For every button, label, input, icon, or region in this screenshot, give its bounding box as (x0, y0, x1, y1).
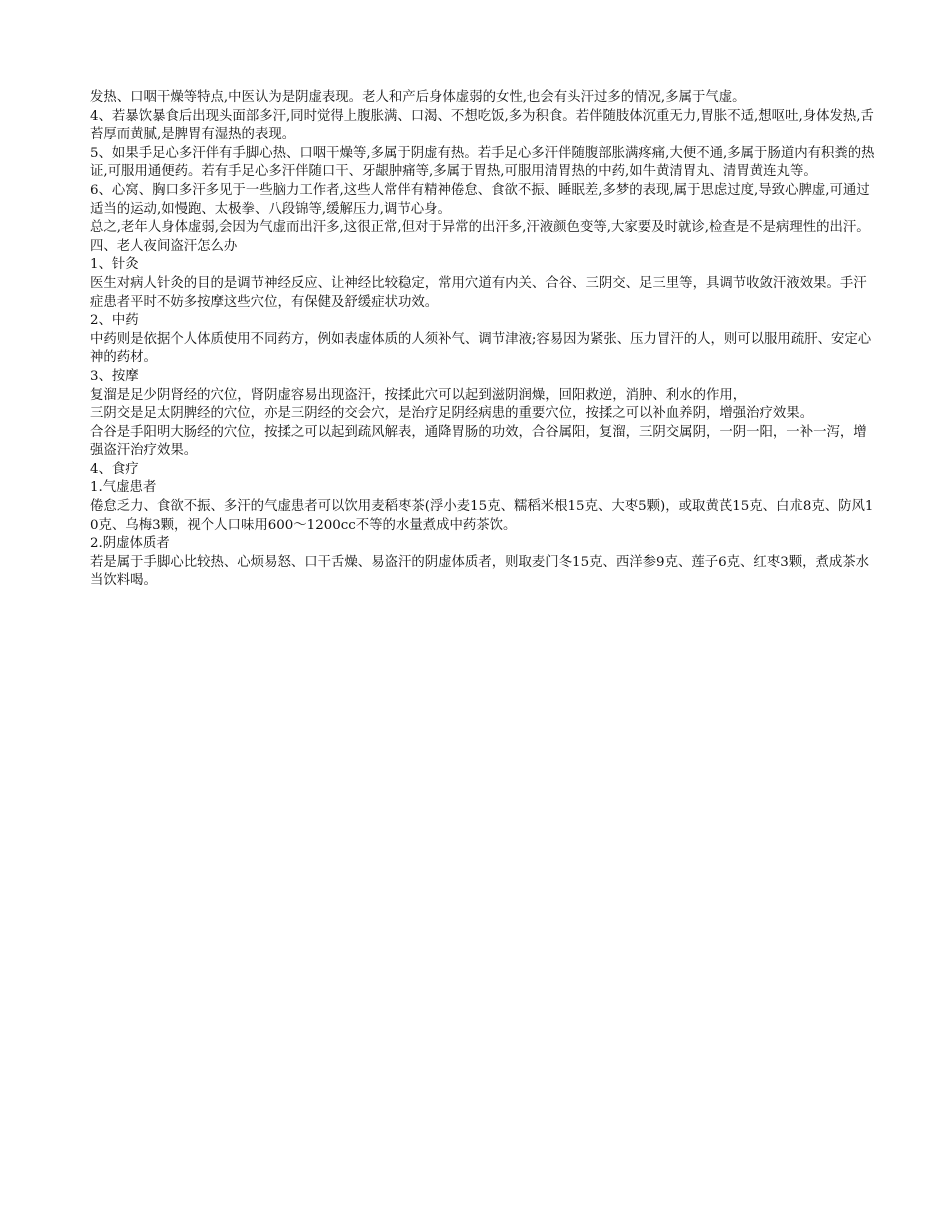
paragraph-qi-deficiency-tea: 倦怠乏力、食欲不振、多汗的气虚患者可以饮用麦稻枣茶(浮小麦15克、糯稻米根15克、大枣5颗)，或取黄芪15克、白朮8克、防风10克、乌梅3颗，视个人口味用600～1200cc不等的水量煮成中药茶饮。 (90, 499, 874, 533)
document-body (90, 89, 880, 591)
subheading-qi-deficiency-patients: 1.气虚患者 (90, 480, 157, 496)
paragraph-item-6-chest-sweat: 6、心窝、胸口多汗多见于一些脑力工作者,这些人常伴有精神倦怠、食欲不振、睡眠差,多梦的表现,属于思虑过度,导致心脾虚,可通过适当的运动,如慢跑、太极拳、八段锦等,缓解压力,调节心身。 (90, 182, 870, 217)
paragraph-massage-hegu: 合谷是手阳明大肠经的穴位，按揉之可以起到疏风解表，通降胃肠的功效，合谷属阳，复溜，三阴交属阴，一阴一阳，一补一泻，增强盗汗治疗效果。 (90, 424, 867, 459)
subheading-acupuncture: 1、针灸 (90, 257, 139, 273)
subheading-massage: 3、按摩 (90, 368, 139, 384)
paragraph-continued-yin-deficiency: 发热、口咽干燥等特点,中医认为是阴虚表现。老人和产后身体虚弱的女性,也会有头汗过多的情况,多属于气虚。 (90, 90, 746, 105)
paragraph-massage-fuliu: 复溜是足少阴肾经的穴位，肾阴虚容易出现盗汗，按揉此穴可以起到滋阴润燥，回阳救逆，消肿、利水的作用， (90, 387, 747, 403)
subheading-diet-therapy: 4、食疗 (90, 461, 139, 477)
paragraph-item-4-food-accumulation: 4、若暴饮暴食后出现头面部多汗,同时觉得上腹胀满、口渴、不想吃饭,多为积食。若伴随肢体沉重无力,胃胀不适,想呕吐,身体发热,舌苔厚而黄腻,是脾胃有湿热的表现。 (90, 108, 874, 143)
section-heading-night-sweat-treatment: 四、老人夜间盗汗怎么办 (90, 238, 238, 254)
paragraph-item-5-hands-feet-sweat: 5、如果手足心多汗伴有手脚心热、口咽干燥等,多属于阴虚有热。若手足心多汗伴随腹部胀满疼痛,大便不通,多属于肠道内有积粪的热证,可服用通便药。若有手足心多汗伴随口干、牙龈肿痛等,多属于胃热,可服用清胃热的中药,如牛黄清胃丸、清胃黄连丸等。 (90, 145, 875, 180)
paragraph-massage-sanyinjiao: 三阴交是足太阴脾经的穴位，亦是三阴经的交会穴，是治疗足阴经病患的重要穴位，按揉之可以补血养阴，增强治疗效果。 (90, 406, 814, 422)
paragraph-herbal-medicine: 中药则是依据个人体质使用不同药方，例如表虚体质的人须补气、调节津液;容易因为紧张、压力冒汗的人，则可以服用疏肝、安定心神的药材。 (90, 331, 872, 366)
paragraph-yin-deficiency-tea: 若是属于手脚心比较热、心烦易怒、口干舌燥、易盗汗的阴虚体质者，则取麦门冬15克、西洋参9克、莲子6克、红枣3颗，煮成茶水当饮料喝。 (90, 554, 870, 589)
paragraph-acupuncture: 医生对病人针灸的目的是调节神经反应、让神经比较稳定，常用穴道有内关、合谷、三阴交、足三里等，具调节收敛汗液效果。手汗症患者平时不妨多按摩这些穴位，有保健及舒缓症状功效。 (90, 275, 867, 310)
subheading-yin-deficiency-constitution: 2.阴虚体质者 (90, 536, 170, 552)
paragraph-summary: 总之,老年人身体虚弱,会因为气虚而出汗多,这很正常,但对于异常的出汗多,汗液颜色变等,大家要及时就诊,检查是不是病理性的出汗。 (90, 220, 870, 236)
subheading-herbal-medicine: 2、中药 (90, 313, 139, 329)
